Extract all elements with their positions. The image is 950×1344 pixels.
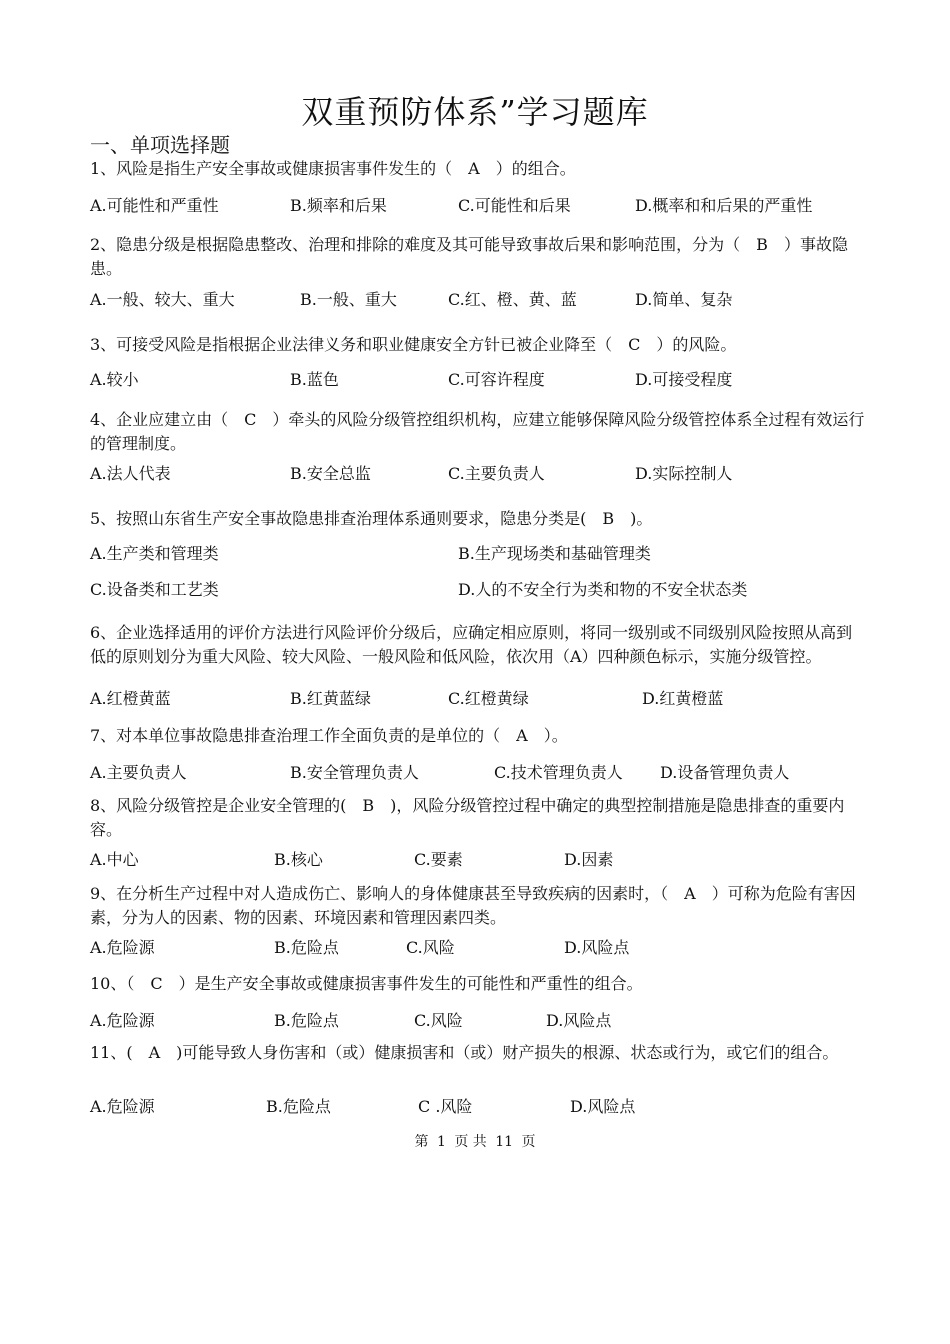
question-1: 1、风险是指生产安全事故或健康损害事件发生的（ A ）的组合。 bbox=[90, 159, 576, 178]
option-d: D.风险点 bbox=[564, 938, 630, 957]
option-a: A.法人代表 bbox=[90, 464, 171, 483]
page-number: 1 bbox=[436, 1134, 446, 1150]
option-c: C.要素 bbox=[414, 850, 463, 869]
options-11 bbox=[90, 1095, 880, 1119]
question-11: 11、( A )可能导致人身伤害和（或）健康损害和（或）财产损失的根源、状态或行为，或它们的组合。 bbox=[90, 1043, 839, 1062]
option-d: D.红黄橙蓝 bbox=[642, 689, 724, 708]
footer-mid: 页 共 bbox=[454, 1134, 487, 1150]
question-5: 5、按照山东省生产安全事故隐患排查治理体系通则要求，隐患分类是( B )。 bbox=[90, 509, 653, 528]
option-b: B.危险点 bbox=[274, 938, 339, 957]
option-d: D.因素 bbox=[564, 850, 614, 869]
option-a: A.危险源 bbox=[90, 938, 155, 957]
option-a: A.生产类和管理类 bbox=[90, 544, 219, 563]
option-c: C.可能性和后果 bbox=[458, 196, 571, 215]
option-a: A.危险源 bbox=[90, 1097, 155, 1116]
option-d: D.设备管理负责人 bbox=[660, 763, 790, 782]
option-c: C.红、橙、黄、蓝 bbox=[448, 290, 577, 309]
question-8: 8、风险分级管控是企业安全管理的( B )，风险分级管控过程中确定的典型控制措施是隐患排查的重要内容。 bbox=[90, 796, 845, 839]
option-d: D.风险点 bbox=[546, 1011, 612, 1030]
page-footer bbox=[0, 1132, 950, 1152]
question-2: 2、隐患分级是根据隐患整改、治理和排除的难度及其可能导致事故后果和影响范围，分为（ B ）事故隐患。 bbox=[90, 235, 848, 278]
option-c: C.风险 bbox=[414, 1011, 463, 1030]
option-b: B.安全管理负责人 bbox=[290, 763, 419, 782]
options-5-row-1 bbox=[90, 542, 880, 566]
options-2 bbox=[90, 288, 880, 312]
footer-prefix: 第 bbox=[414, 1134, 429, 1150]
options-8 bbox=[90, 848, 880, 872]
option-a: A.可能性和严重性 bbox=[90, 196, 219, 215]
option-b: B.生产现场类和基础管理类 bbox=[458, 544, 651, 563]
option-a: A.一般、较大、重大 bbox=[90, 290, 235, 309]
option-c: C.设备类和工艺类 bbox=[90, 580, 219, 599]
option-b: B.频率和后果 bbox=[290, 196, 387, 215]
options-5-row-2 bbox=[90, 578, 880, 602]
option-d: D.简单、复杂 bbox=[635, 290, 733, 309]
option-b: B.红黄蓝绿 bbox=[290, 689, 371, 708]
option-c: C.红橙黄绿 bbox=[448, 689, 529, 708]
option-c: C.可容许程度 bbox=[448, 370, 545, 389]
option-d: D.概率和和后果的严重性 bbox=[635, 196, 813, 215]
page-total: 11 bbox=[495, 1134, 514, 1150]
option-d: D.人的不安全行为类和物的不安全状态类 bbox=[458, 580, 748, 599]
option-b: B.一般、重大 bbox=[300, 290, 397, 309]
options-10 bbox=[90, 1009, 880, 1033]
options-3 bbox=[90, 368, 880, 392]
option-d: D.风险点 bbox=[570, 1097, 636, 1116]
option-b: B.安全总监 bbox=[290, 464, 371, 483]
option-a: A.主要负责人 bbox=[90, 763, 187, 782]
document-title: 双重预防体系”学习题库 bbox=[301, 93, 649, 131]
question-7: 7、对本单位事故隐患排查治理工作全面负责的是单位的（ A ）。 bbox=[90, 726, 568, 745]
option-b: B.蓝色 bbox=[290, 370, 339, 389]
question-3: 3、可接受风险是指根据企业法律义务和职业健康安全方针已被企业降至（ C ）的风险。 bbox=[90, 335, 737, 354]
option-d: D.可接受程度 bbox=[635, 370, 733, 389]
options-9 bbox=[90, 936, 880, 960]
question-4: 4、企业应建立由（ C ）牵头的风险分级管控组织机构，应建立能够保障风险分级管控体系全过程有效运行的管理制度。 bbox=[90, 410, 865, 453]
options-6 bbox=[90, 687, 880, 711]
option-c: C.技术管理负责人 bbox=[494, 763, 623, 782]
option-a: A.较小 bbox=[90, 370, 139, 389]
option-b: B.核心 bbox=[274, 850, 323, 869]
option-c: C.主要负责人 bbox=[448, 464, 545, 483]
options-7 bbox=[90, 761, 880, 785]
footer-suffix: 页 bbox=[521, 1134, 536, 1150]
option-a: A.危险源 bbox=[90, 1011, 155, 1030]
option-b: B.危险点 bbox=[266, 1097, 331, 1116]
option-c: C .风险 bbox=[418, 1097, 473, 1116]
option-d: D.实际控制人 bbox=[635, 464, 733, 483]
section-heading: 一、单项选择题 bbox=[90, 133, 230, 157]
option-a: A.中心 bbox=[90, 850, 139, 869]
options-1 bbox=[90, 194, 880, 218]
question-6: 6、企业选择适用的评价方法进行风险评价分级后，应确定相应原则，将同一级别或不同级别风险按照从高到低的原则划分为重大风险、较大风险、一般风险和低风险，依次用（A）四种颜色标示，实施分级管控。 bbox=[90, 623, 853, 666]
option-c: C.风险 bbox=[406, 938, 455, 957]
option-a: A.红橙黄蓝 bbox=[90, 689, 171, 708]
options-4 bbox=[90, 462, 880, 486]
question-9: 9、在分析生产过程中对人造成伤亡、影响人的身体健康甚至导致疾病的因素时，（ A ）可称为危险有害因素，分为人的因素、物的因素、环境因素和管理因素四类。 bbox=[90, 884, 856, 927]
option-b: B.危险点 bbox=[274, 1011, 339, 1030]
question-10: 10、（ C ）是生产安全事故或健康损害事件发生的可能性和严重性的组合。 bbox=[90, 974, 643, 993]
